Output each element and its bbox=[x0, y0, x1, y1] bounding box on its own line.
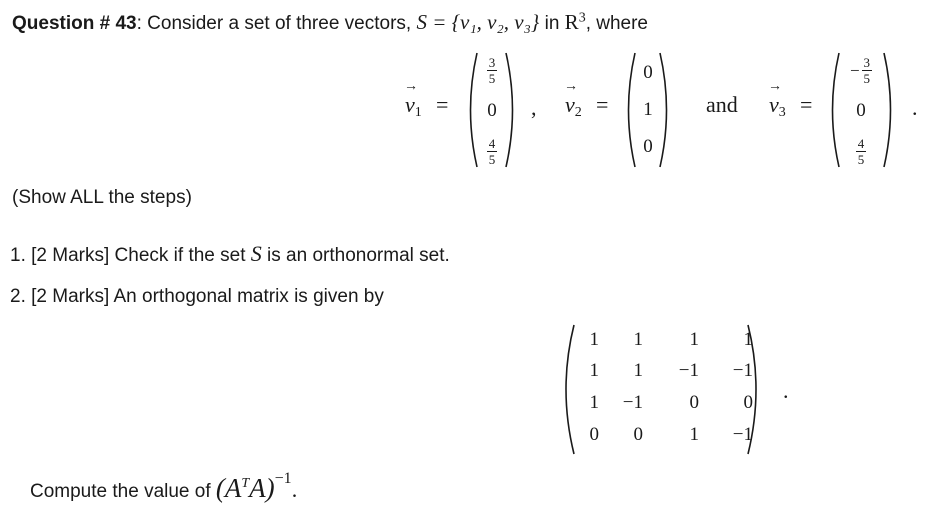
matrix-cell-r3-c3: 0 bbox=[689, 392, 699, 413]
v1-entry-3: $\frac{4}{5}$ bbox=[488, 136, 496, 167]
space-power: 3 bbox=[578, 10, 586, 26]
matrix-cell-r2-c4: −1 bbox=[732, 360, 753, 381]
comma-1: , bbox=[531, 95, 537, 120]
v1-label: → $v_1$ bbox=[405, 92, 422, 121]
matrix-cell-r1-c3: 1 bbox=[689, 329, 699, 350]
v1-entry-1: $\frac{3}{5}$ bbox=[488, 55, 496, 86]
question-label: Question # 43 bbox=[12, 13, 137, 34]
and-text: and bbox=[706, 92, 738, 117]
v2-label: → $v_2$ bbox=[565, 92, 582, 121]
matrix-cell-r4-c2: 0 bbox=[633, 424, 643, 445]
v1-right-paren bbox=[503, 50, 521, 170]
in-text: in bbox=[539, 13, 565, 34]
compute-expression: $(A^TA)^{-1}$ bbox=[215, 470, 292, 503]
matrix-cell-r1-c1: 1 bbox=[589, 329, 599, 350]
compute-prompt bbox=[30, 470, 297, 504]
v3-label: → $v_3$ bbox=[769, 92, 786, 121]
matrix-cell-r1-c2: 1 bbox=[633, 329, 643, 350]
matrix-cell-r2-c1: 1 bbox=[589, 360, 599, 381]
compute-period: . bbox=[291, 477, 298, 502]
item-1-text-before: Check if the set bbox=[109, 245, 251, 266]
v1-equals: = bbox=[436, 92, 449, 117]
v3-entry-3: $\frac{4}{5}$ bbox=[857, 136, 865, 167]
item-2 bbox=[10, 286, 384, 308]
v1-entries bbox=[478, 56, 506, 166]
v3-equals: = bbox=[800, 92, 813, 117]
matrix-right-paren bbox=[745, 322, 767, 457]
item-1-number: 1. bbox=[10, 245, 26, 266]
matrix-cell-r4-c3: 1 bbox=[689, 424, 699, 445]
set-expression: S = {v₁, v₂, v₃} bbox=[416, 10, 540, 34]
show-steps-note: (Show ALL the steps) bbox=[12, 187, 192, 208]
matrix-cell-r2-c3: −1 bbox=[678, 360, 699, 381]
matrix-cell-r2-c2: 1 bbox=[633, 360, 643, 381]
item-2-number: 2. bbox=[10, 286, 26, 307]
v1-entry-2: 0 bbox=[487, 100, 497, 121]
v3-right-paren bbox=[881, 50, 899, 170]
item-1-symbol: S bbox=[250, 241, 262, 266]
item-2-text: An orthogonal matrix is given by bbox=[109, 286, 384, 307]
v2-entry-3: 0 bbox=[643, 136, 653, 157]
compute-text: Compute the value of bbox=[30, 481, 216, 502]
vectors-period: . bbox=[912, 95, 918, 120]
question-intro: : Consider a set of three vectors, bbox=[136, 13, 417, 34]
v2-entry-1: 0 bbox=[643, 62, 653, 83]
question-statement bbox=[12, 10, 648, 35]
item-1-marks: [2 Marks] bbox=[31, 245, 110, 266]
matrix-cell-r3-c4: 0 bbox=[743, 392, 753, 413]
v3-entry-2: 0 bbox=[856, 100, 866, 121]
vector-definitions bbox=[0, 50, 939, 170]
matrix-period: . bbox=[783, 378, 789, 403]
item-1-text-after: is an orthonormal set. bbox=[261, 245, 450, 266]
space-symbol: R bbox=[564, 10, 579, 34]
matrix-cell-r3-c1: 1 bbox=[589, 392, 599, 413]
v3-entry-1: − $\frac{3}{5}$ bbox=[849, 55, 871, 86]
v3-entries bbox=[838, 56, 884, 166]
matrix-cell-r1-c4: 1 bbox=[743, 329, 753, 350]
v2-entry-2: 1 bbox=[643, 99, 653, 120]
where-text: , where bbox=[585, 13, 648, 34]
matrix-cell-r4-c4: −1 bbox=[732, 424, 753, 445]
item-2-marks: [2 Marks] bbox=[31, 286, 110, 307]
v2-right-paren bbox=[657, 50, 675, 170]
matrix-cell-r4-c1: 0 bbox=[589, 424, 599, 445]
item-1 bbox=[10, 241, 450, 267]
matrix-cell-r3-c2: −1 bbox=[622, 392, 643, 413]
v2-equals: = bbox=[596, 92, 609, 117]
orthogonal-matrix bbox=[555, 322, 805, 457]
